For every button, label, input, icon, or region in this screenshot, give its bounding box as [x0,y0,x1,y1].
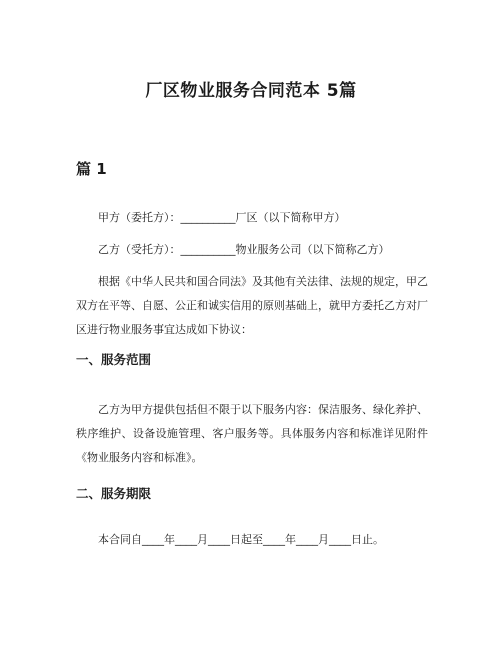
intro-paragraph: 根据《中华人民共和国合同法》及其他有关法律、法规的规定，甲乙双方在平等、自愿、公正和诚实信用的原则基础上，就甲方委托乙方对厂区进行物业服务事宜达成如下协议： [76,275,428,336]
party-b-line: 乙方（受托方）：__________物业服务公司（以下简称乙方） [98,243,390,256]
document-title: 厂区物业服务合同范本 5篇 [145,81,357,101]
section-body-scope: 乙方为甲方提供包括但不限于以下服务内容：保洁服务、绿化养护、秩序维护、设备设施管理、客户服务等。具体服务内容和标准详见附件《物业服务内容和标准》。 [76,403,428,464]
part-heading: 篇 1 [76,160,107,178]
section-heading-scope: 一、服务范围 [76,352,152,367]
section-body-term: 本合同自____年____月____日起至____年____月____日止。 [98,533,384,546]
party-a-line: 甲方（委托方）：__________厂区（以下简称甲方） [98,211,346,224]
section-heading-term: 二、服务期限 [76,486,152,501]
